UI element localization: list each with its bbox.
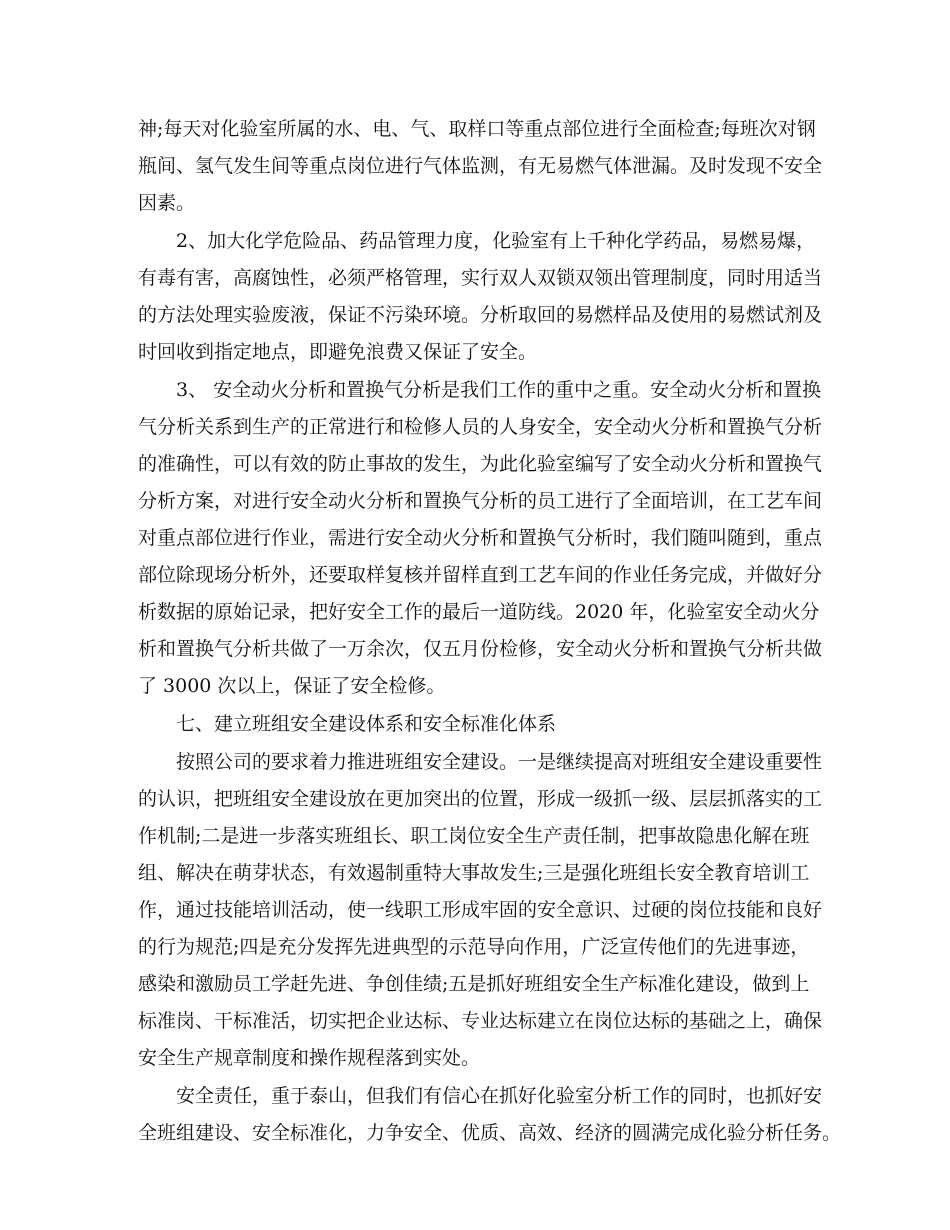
text-line: 有毒有害，高腐蚀性，必须严格管理，实行双人双锁双领出管理制度，同时用适当 [138, 267, 823, 289]
text-line: 的方法处理实验废液，保证不污染环境。分析取回的易燃样品及使用的易燃试剂及 [138, 304, 823, 326]
text-line: 分析方案，对进行安全动火分析和置换气分析的员工进行了全面培训，在工艺车间 [138, 490, 823, 512]
text-line: 的认识，把班组安全建设放在更加突出的位置，形成一级抓一级、层层抓落实的工 [138, 788, 823, 810]
section-heading: 七、建立班组安全建设体系和安全标准化体系 [176, 713, 557, 735]
text-line: 感染和激励员工学赶先进、争创佳绩;五是抓好班组安全生产标准化建设，做到上 [138, 973, 810, 995]
text-line: 析和置换气分析共做了一万余次，仅五月份检修，安全动火分析和置换气分析共做 [138, 638, 823, 660]
text-line: 标准岗、干标准活，切实把企业达标、专业达标建立在岗位达标的基础之上，确保 [138, 1010, 823, 1032]
paragraph-start-line: 3、 安全动火分析和置换气分析是我们工作的重中之重。安全动火分析和置换 [176, 379, 822, 401]
text-line: 时回收到指定地点，即避免浪费又保证了安全。 [138, 341, 538, 363]
text-line: 了 3000 次以上，保证了安全检修。 [138, 675, 446, 697]
text-line: 的行为规范;四是充分发挥先进典型的示范导向作用，广泛宣传他们的先进事迹， [138, 936, 810, 958]
text-line: 部位除现场分析外，还要取样复核并留样直到工艺车间的作业任务完成，并做好分 [138, 564, 823, 586]
paragraph-start-line: 安全责任，重于泰山，但我们有信心在抓好化验室分析工作的同时，也抓好安 [176, 1085, 823, 1107]
paragraph-start-line: 2、加大化学危险品、药品管理力度，化验室有上千种化学药品，易燃易爆， [176, 230, 816, 252]
text-line: 组、解决在萌芽状态，有效遏制重特大事故发生;三是强化班组长安全教育培训工 [138, 862, 810, 884]
text-line: 安全生产规章制度和操作规程落到实处。 [138, 1047, 481, 1069]
text-line: 析数据的原始记录，把好安全工作的最后一道防线。2020 年，化验室安全动火分 [138, 601, 820, 623]
text-line: 对重点部位进行作业，需进行安全动火分析和置换气分析时，我们随叫随到，重点 [138, 527, 823, 549]
paragraph-start-line: 按照公司的要求着力推进班组安全建设。一是继续提高对班组安全建设重要性 [176, 751, 823, 773]
text-line: 作，通过技能培训活动，使一线职工形成牢固的安全意识、过硬的岗位技能和良好 [138, 899, 823, 921]
text-line: 全班组建设、安全标准化，力争安全、优质、高效、经济的圆满完成化验分析任务。 [138, 1122, 842, 1144]
text-line: 作机制;二是进一步落实班组长、职工岗位安全生产责任制，把事故隐患化解在班 [138, 825, 810, 847]
text-line: 因素。 [138, 192, 196, 214]
text-line: 气分析关系到生产的正常进行和检修人员的人身安全，安全动火分析和置换气分析 [138, 416, 823, 438]
text-line: 神;每天对化验室所属的水、电、气、取样口等重点部位进行全面检查;每班次对钢 [138, 118, 816, 140]
text-line: 瓶间、氢气发生间等重点岗位进行气体监测，有无易燃气体泄漏。及时发现不安全 [138, 155, 823, 177]
text-line: 的准确性，可以有效的防止事故的发生，为此化验室编写了安全动火分析和置换气 [138, 453, 823, 475]
